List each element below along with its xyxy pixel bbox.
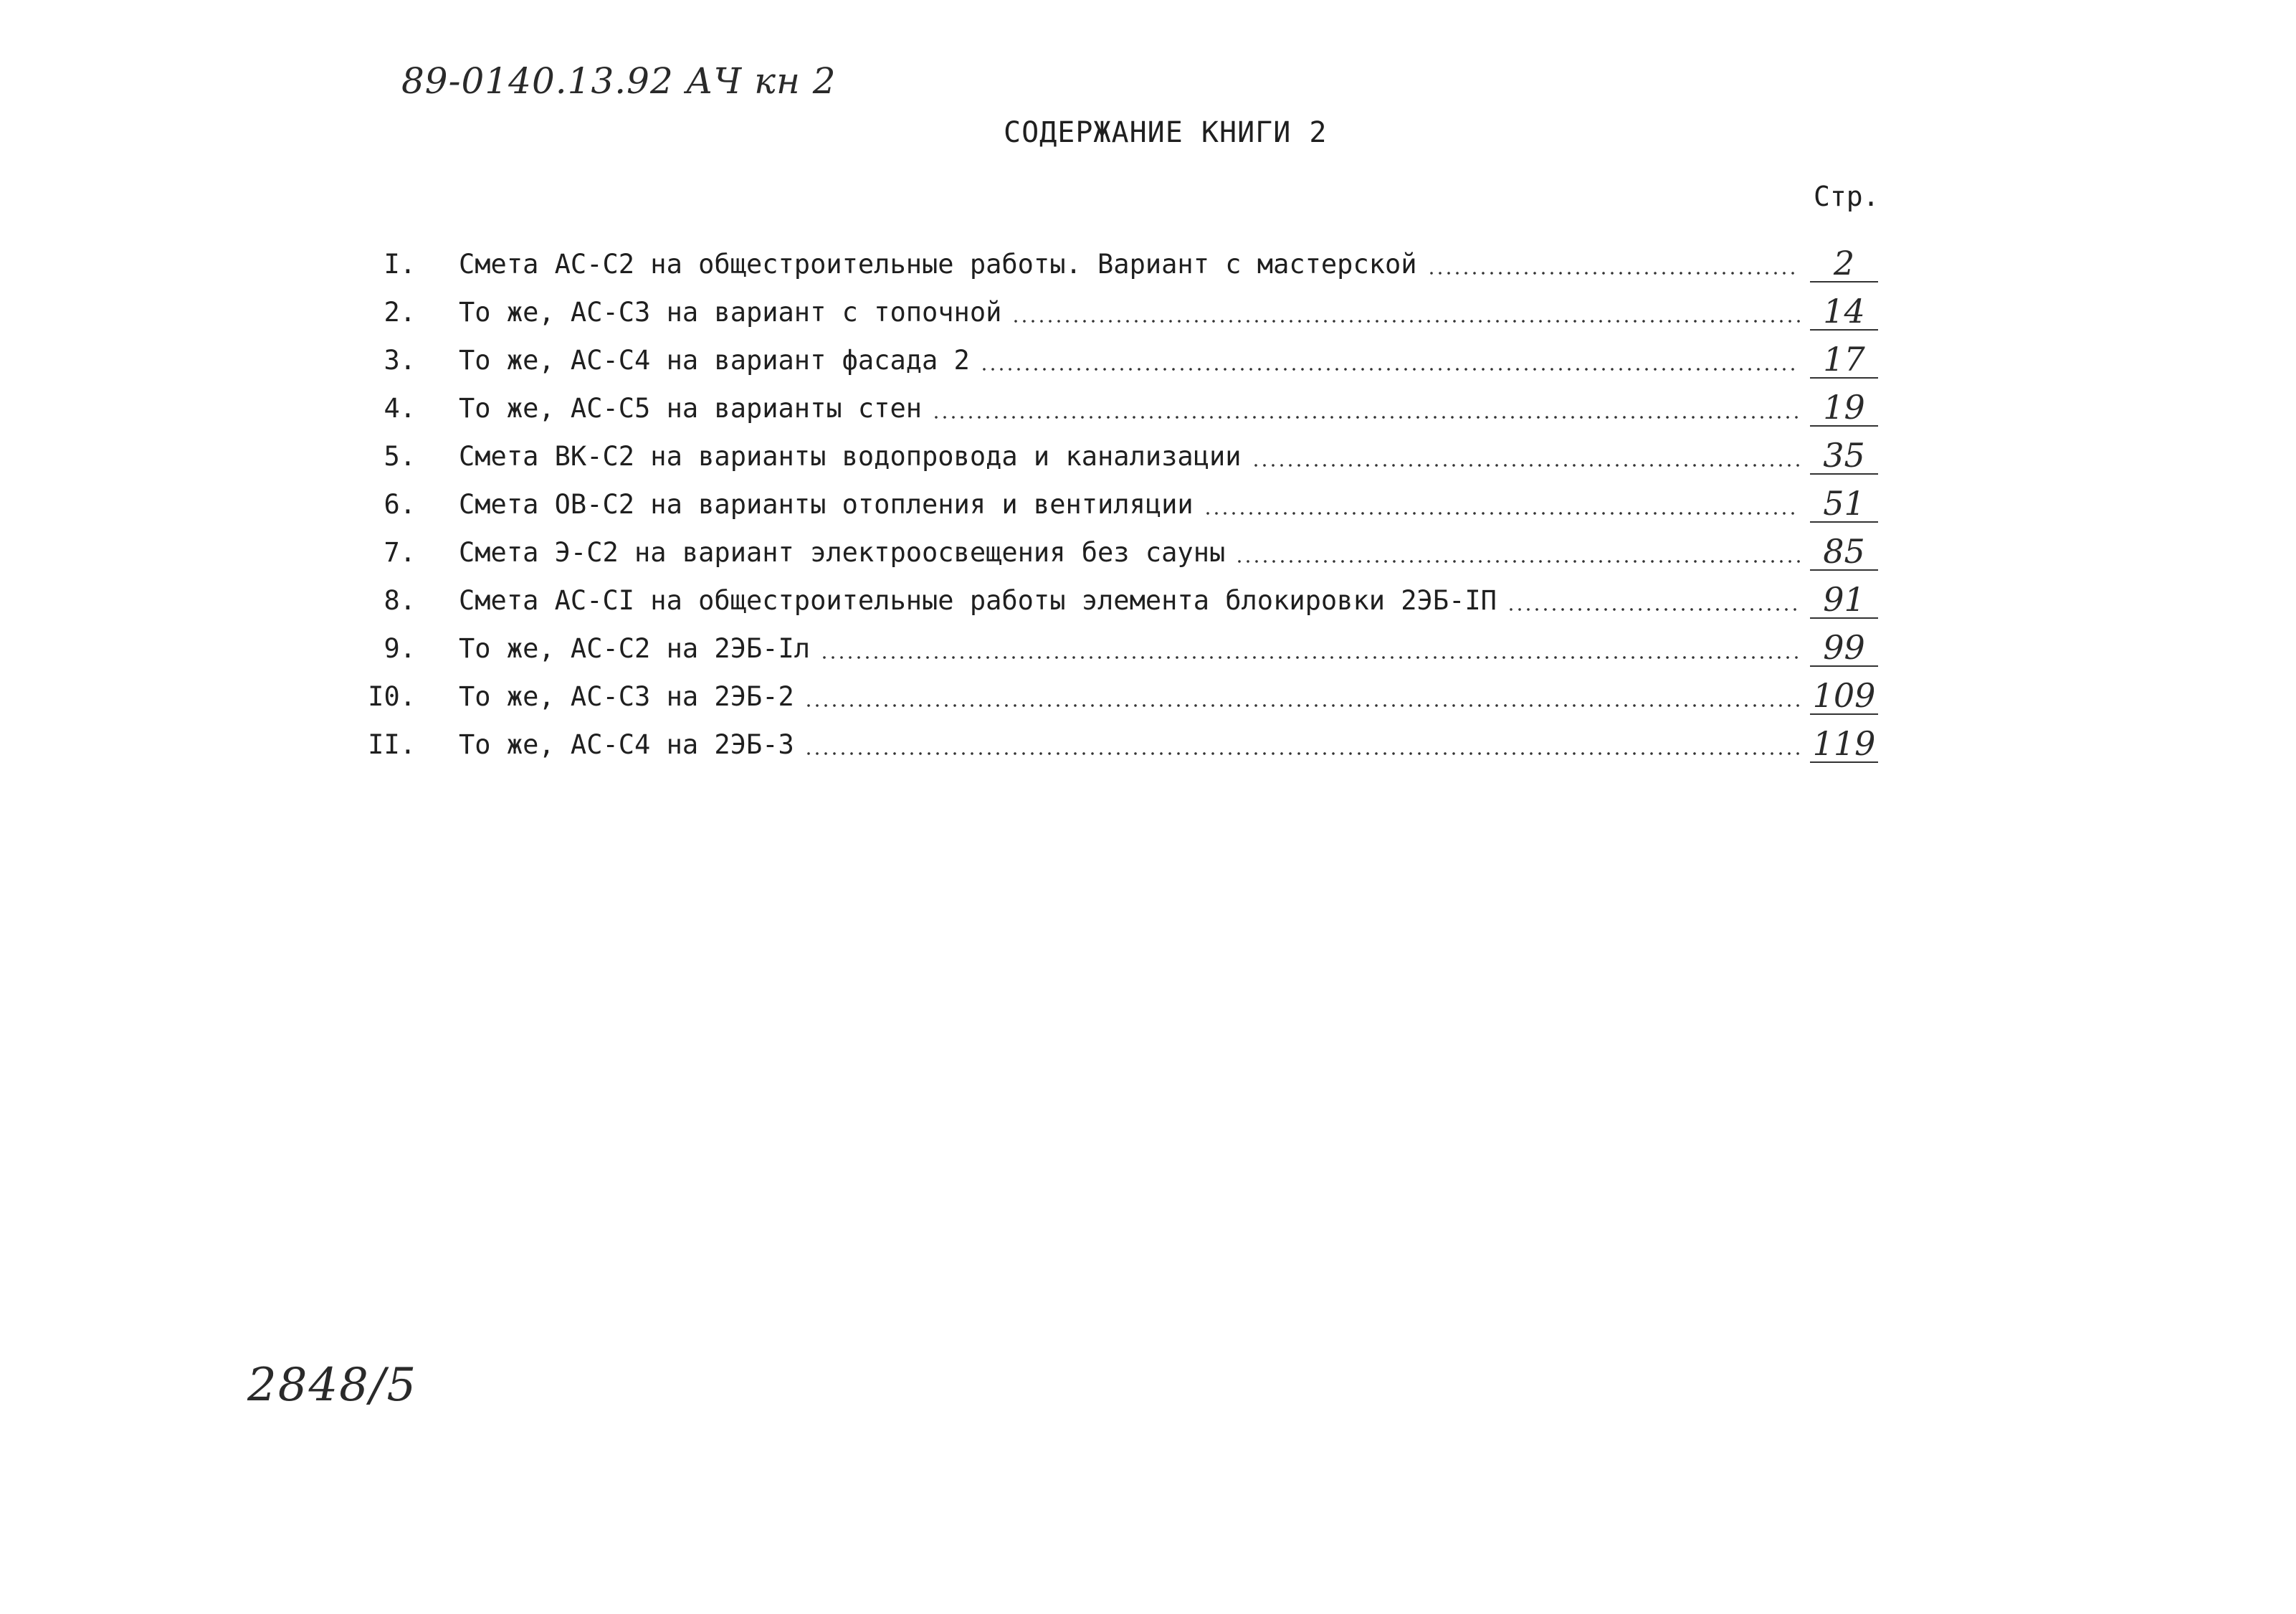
toc-row xyxy=(351,576,1878,625)
toc-page-number: 14 xyxy=(1810,295,1878,331)
toc-leader-dots xyxy=(1507,608,1800,611)
toc-title: Смета АС-С2 на общестроительные работы. Вариант с мастерской xyxy=(459,249,1417,280)
toc-row xyxy=(351,384,1878,432)
toc-number: I. xyxy=(384,249,416,280)
toc-number: 9. xyxy=(384,633,416,664)
toc-page-number: 85 xyxy=(1810,535,1878,571)
toc-number: I0. xyxy=(368,681,416,712)
toc-page-number: 99 xyxy=(1810,631,1878,667)
toc-leader-dots xyxy=(820,656,1800,659)
toc-row xyxy=(351,240,1878,288)
toc-page-number: 91 xyxy=(1810,583,1878,619)
toc-page-number: 2 xyxy=(1810,247,1878,283)
toc-page-number: 35 xyxy=(1810,439,1878,475)
toc-number: 8. xyxy=(384,585,416,616)
toc-number: 7. xyxy=(384,537,416,568)
toc-leader-dots xyxy=(1252,464,1800,467)
toc-leader-dots xyxy=(804,704,1800,707)
toc-row xyxy=(351,528,1878,576)
toc-title: То же, АС-С5 на варианты стен xyxy=(459,393,923,424)
toc-row xyxy=(351,625,1878,673)
toc-leader-dots xyxy=(1204,512,1800,515)
document-code-handwritten: 89-0140.13.92 АЧ кн 2 xyxy=(401,60,837,102)
toc-title: То же, АС-С4 на вариант фасада 2 xyxy=(459,345,970,376)
toc-row xyxy=(351,480,1878,528)
toc-leader-dots xyxy=(980,368,1800,371)
toc-row xyxy=(351,432,1878,480)
toc-page-number: 17 xyxy=(1810,343,1878,379)
toc-title: То же, АС-С2 на 2ЭБ-Iл xyxy=(459,633,811,664)
toc-number: 4. xyxy=(384,393,416,424)
toc-page-number: 109 xyxy=(1810,679,1878,715)
toc-leader-dots xyxy=(932,416,1800,419)
toc-row xyxy=(351,336,1878,384)
page-column-label: Стр. xyxy=(1814,181,1880,212)
toc-page-number: 119 xyxy=(1810,727,1878,763)
toc-leader-dots xyxy=(804,752,1800,755)
toc-number: II. xyxy=(368,729,416,760)
toc-row xyxy=(351,721,1878,769)
toc-leader-dots xyxy=(1427,272,1800,275)
toc-leader-dots xyxy=(1235,560,1800,563)
toc-number: 5. xyxy=(384,441,416,472)
toc-title: Смета Э-С2 на вариант электроосвещения без сауны xyxy=(459,537,1226,568)
table-of-contents xyxy=(351,240,1878,769)
toc-row xyxy=(351,288,1878,336)
toc-title: Смета АС-СI на общестроительные работы элемента блокировки 2ЭБ-IП xyxy=(459,585,1497,616)
toc-title: То же, АС-С4 на 2ЭБ-3 xyxy=(459,729,794,760)
toc-row xyxy=(351,673,1878,721)
toc-title: То же, АС-С3 на вариант с топочной xyxy=(459,297,1002,328)
toc-number: 2. xyxy=(384,297,416,328)
toc-title: Смета ВК-С2 на варианты водопровода и канализации xyxy=(459,441,1242,472)
toc-number: 6. xyxy=(384,489,416,520)
toc-title: То же, АС-С3 на 2ЭБ-2 xyxy=(459,681,794,712)
toc-page-number: 51 xyxy=(1810,487,1878,523)
archive-number-handwritten: 2848/5 xyxy=(247,1359,418,1412)
toc-page-number: 19 xyxy=(1810,391,1878,427)
toc-number: 3. xyxy=(384,345,416,376)
page-title: СОДЕРЖАНИЕ КНИГИ 2 xyxy=(1004,116,1328,149)
toc-leader-dots xyxy=(1011,320,1800,323)
toc-title: Смета ОВ-С2 на варианты отопления и вентиляции xyxy=(459,489,1194,520)
